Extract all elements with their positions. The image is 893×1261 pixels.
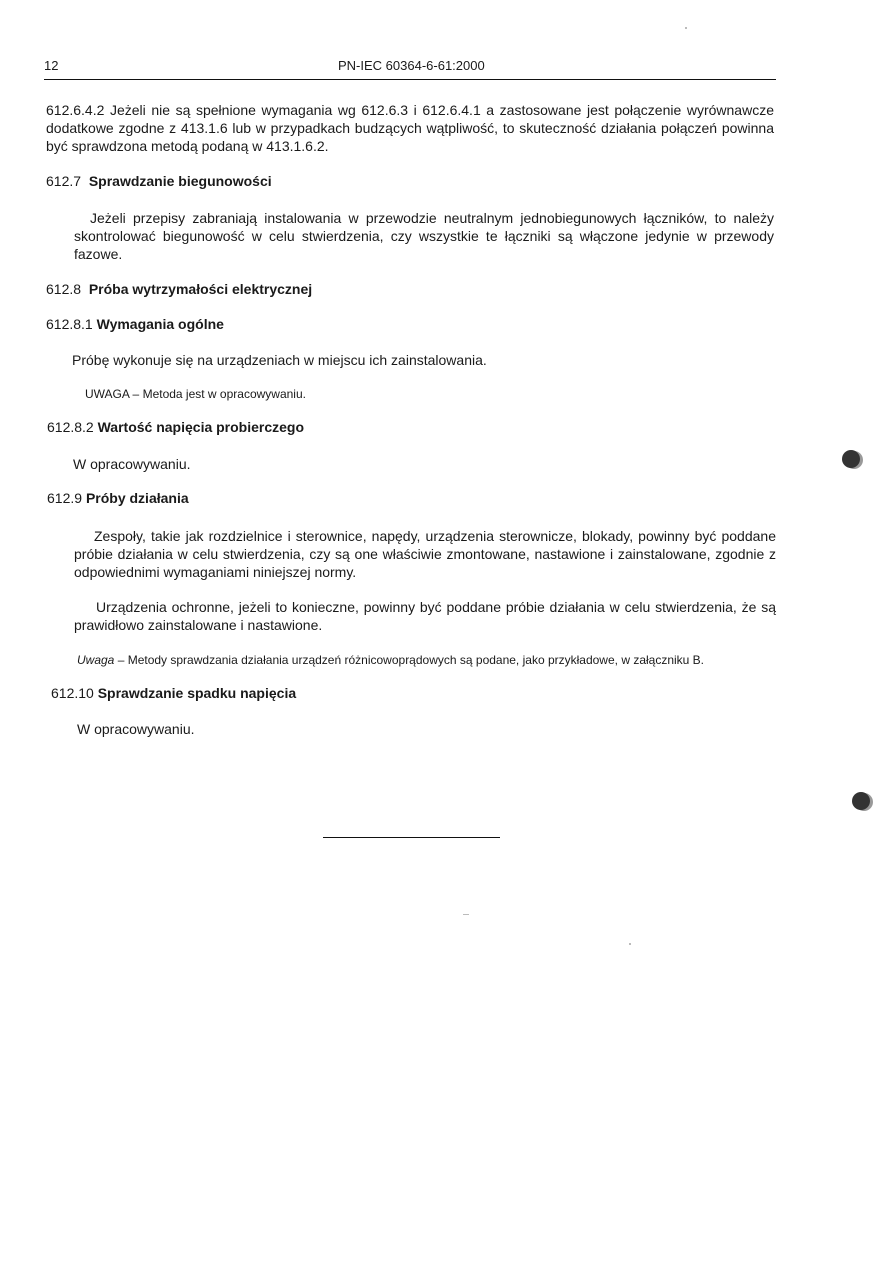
note-612-8-1: UWAGA – Metoda jest w opracowywaniu. xyxy=(85,387,306,401)
heading-number: 612.10 xyxy=(51,685,94,701)
heading-title: Próba wytrzymałości elektrycznej xyxy=(88,281,313,297)
punch-hole-mark xyxy=(842,450,860,468)
heading-612-8 xyxy=(46,280,312,298)
heading-title: Wartość napięcia probierczego xyxy=(97,419,305,435)
heading-number: 612.7 xyxy=(46,173,82,189)
note-612-9 xyxy=(77,652,779,668)
heading-number: 612.8 xyxy=(46,281,82,297)
standard-designation: PN-IEC 60364-6-61:2000 xyxy=(338,58,485,73)
heading-number: 612.8.2 xyxy=(47,419,94,435)
paragraph-612-6-4-2: 612.6.4.2 Jeżeli nie są spełnione wymagania wg 612.6.3 i 612.6.4.1 a zastosowane jest połączenie wyrównawcze dodatkowe zgodne z 413.1.6 lub w przypadkach budzących wątpliwość, to skuteczność działania połączeń powinna być sprawdzona metodą podaną w 413.1.6.2. xyxy=(46,102,774,154)
punch-hole-mark xyxy=(852,792,870,810)
scan-speck xyxy=(629,943,631,945)
heading-title: Próby działania xyxy=(85,490,189,506)
heading-612-9 xyxy=(47,489,189,507)
paragraph-612-10: W opracowywaniu. xyxy=(77,721,195,737)
scan-speck xyxy=(463,914,469,915)
heading-title: Wymagania ogólne xyxy=(96,316,224,332)
heading-612-7 xyxy=(46,172,272,190)
paragraph-612-9-1: Zespoły, takie jak rozdzielnice i sterownice, napędy, urządzenia sterownicze, blokady, powinny być poddane próbie działania w celu stwierdzenia, czy są one właściwie zmontowane, nastawione i zainstalowane, zgodnie z odpowiednimi wymaganiami niniejszej normy. xyxy=(74,528,776,580)
scan-speck xyxy=(685,27,687,29)
end-of-text-rule xyxy=(323,837,500,838)
paragraph-612-8-2: W opracowywaniu. xyxy=(73,456,191,472)
heading-number: 612.8.1 xyxy=(46,316,93,332)
heading-612-10 xyxy=(51,684,296,702)
note-text: – Metody sprawdzania działania urządzeń różnicowoprądowych są podane, jako przykładowe, w załączniku B. xyxy=(114,653,705,667)
paragraph-612-8-1: Próbę wykonuje się na urządzeniach w miejscu ich zainstalowania. xyxy=(72,352,487,368)
paragraph-612-9-2: Urządzenia ochronne, jeżeli to konieczne, powinny być poddane próbie działania w celu stwierdzenia, że są prawidłowo zainstalowane i nastawione. xyxy=(74,599,776,633)
paragraph-612-7: Jeżeli przepisy zabraniają instalowania w przewodzie neutralnym jednobiegunowych łączników, to należy skontrolować biegunowość w celu stwierdzenia, czy wszystkie te łączniki są włączone jedynie w przewody fazowe. xyxy=(74,210,774,262)
page-number: 12 xyxy=(44,58,59,73)
heading-title: Sprawdzanie spadku napięcia xyxy=(97,685,297,701)
heading-612-8-1 xyxy=(46,315,224,333)
heading-title: Sprawdzanie biegunowości xyxy=(88,173,272,189)
header-rule xyxy=(44,79,776,80)
heading-number: 612.9 xyxy=(47,490,83,506)
heading-612-8-2 xyxy=(47,418,304,436)
note-label: Uwaga xyxy=(77,653,115,667)
